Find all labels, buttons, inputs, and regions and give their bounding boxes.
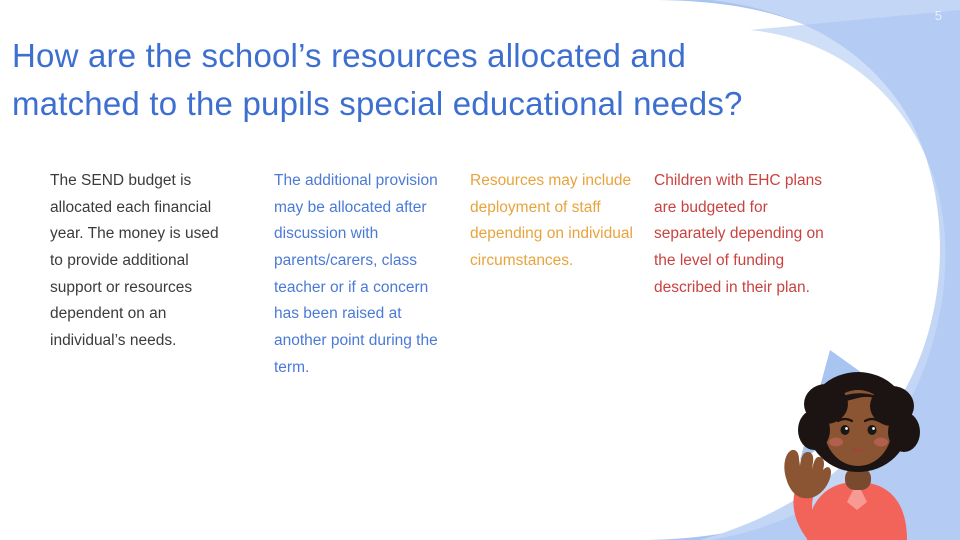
girl-waving-illustration <box>752 360 942 540</box>
text-column-send-budget: The SEND budget is allocated each financial year. The money is used to provide additional support or resources dependent on an individual’s needs. <box>50 172 219 349</box>
text-column-additional-provision: The additional provision may be allocated after discussion with parents/carers, class teacher or if a concern has been raised at another point during the term. <box>274 172 438 376</box>
page-title: How are the school’s resources allocated and matched to the pupils special educational needs? <box>12 37 743 122</box>
slide-number: 5 <box>934 8 942 23</box>
text-column-ehc-plans: Children with EHC plans are budgeted for separately depending on the level of funding described in their plan. <box>654 172 824 296</box>
text-column-resources-deployment: Resources may include deployment of staff depending on individual circumstances. <box>470 172 633 269</box>
